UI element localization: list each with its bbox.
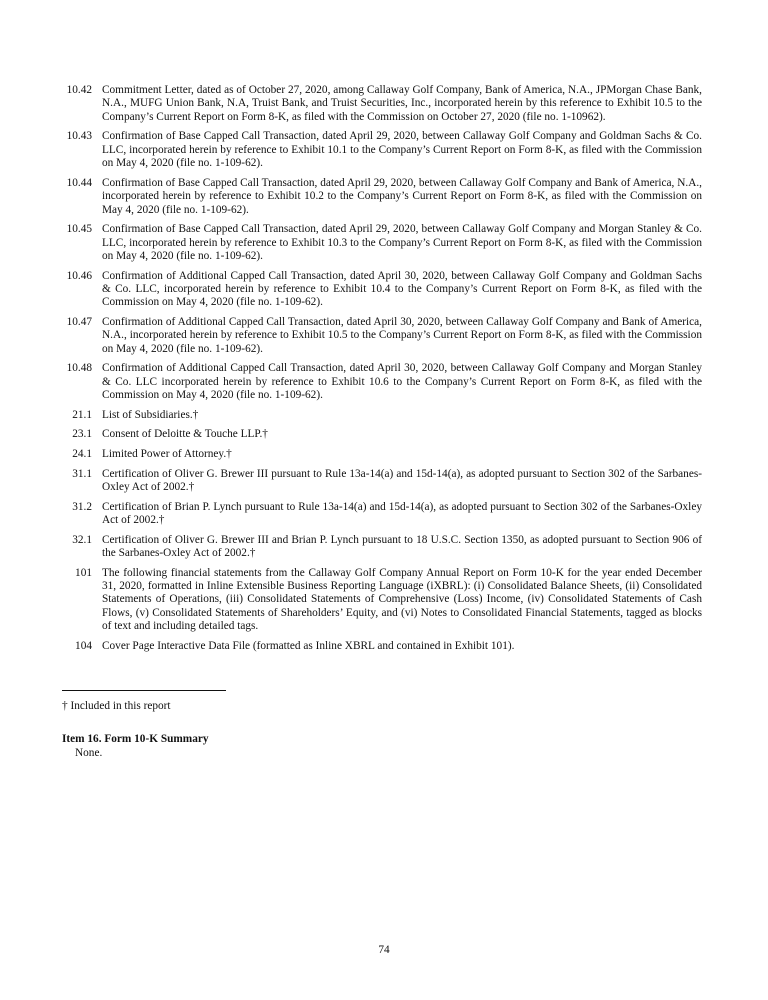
exhibit-description: List of Subsidiaries.† [102, 408, 199, 421]
exhibit-number: 10.48 [66, 362, 92, 375]
exhibit-description: Confirmation of Additional Capped Call Transaction, dated April 30, 2020, between Callaway Golf Company and Goldman Sachs & Co. LLC, incorporated herein by reference to Exhibit 10.4 to the Company’s Current Report on Form 8-K, as filed with the Commission on May 4, 2020 (file no. 1-109-62). [102, 269, 702, 309]
exhibit-description: Commitment Letter, dated as of October 27, 2020, among Callaway Golf Company, Bank of America, N.A., JPMorgan Chase Bank, N.A., MUFG Union Bank, N.A, Truist Bank, and Truist Securities, Inc., incorporated herein by this reference to Exhibit 10.5 to the Company’s Current Report on Form 8-K, as filed with the Commission on October 27, 2020 (file no. 1-10962). [102, 84, 702, 123]
exhibit-number: 31.1 [72, 467, 92, 480]
exhibit-description: Confirmation of Base Capped Call Transaction, dated April 29, 2020, between Callaway Golf Company and Goldman Sachs & Co. LLC, incorporated herein by reference to Exhibit 10.1 to the Company’s Current Report on Form 8-K, as filed with the Commission on May 4, 2020 (file no. 1-109-62). [102, 130, 702, 170]
exhibit-description: Limited Power of Attorney.† [102, 448, 232, 461]
exhibit-description: Confirmation of Additional Capped Call Transaction, dated April 30, 2020, between Callaway Golf Company and Bank of America, N.A., incorporated herein by reference to Exhibit 10.5 to the Company’s Current Report on Form 8-K, as filed with the Commission on May 4, 2020 (file no. 1-109-62). [102, 316, 702, 355]
exhibit-row [62, 177, 702, 217]
page-number: 74 [378, 944, 390, 956]
exhibit-description: Certification of Oliver G. Brewer III pursuant to Rule 13a-14(a) and 15d-14(a), as adopted pursuant to Section 302 of the Sarbanes-Oxley Act of 2002.† [102, 467, 702, 494]
exhibit-row [62, 567, 702, 634]
exhibit-row [62, 468, 702, 495]
exhibit-description: Confirmation of Base Capped Call Transaction, dated April 29, 2020, between Callaway Golf Company and Bank of America, N.A., incorporated herein by reference to Exhibit 10.2 to the Company’s Current Report on Form 8-K, as filed with the Commission on May 4, 2020 (file no. 1-109-62). [102, 176, 702, 216]
exhibit-row [62, 223, 702, 263]
exhibit-number: 10.45 [66, 223, 92, 236]
exhibit-row [62, 448, 702, 461]
exhibit-description: Cover Page Interactive Data File (formatted as Inline XBRL and contained in Exhibit 101). [102, 639, 515, 652]
exhibit-row [62, 130, 702, 170]
section-heading: Item 16. Form 10-K Summary [62, 733, 209, 745]
footnote: † Included in this report [62, 700, 171, 712]
exhibit-number: 10.46 [66, 269, 92, 282]
exhibit-number: 31.2 [72, 500, 92, 513]
exhibit-number: 10.42 [66, 84, 92, 96]
exhibit-number: 21.1 [72, 408, 92, 421]
exhibit-row [62, 640, 702, 653]
exhibit-row [62, 409, 702, 422]
exhibit-number: 24.1 [72, 448, 92, 461]
exhibit-row [62, 362, 702, 402]
exhibit-row [62, 316, 702, 356]
exhibit-number: 10.47 [66, 316, 92, 329]
exhibit-number: 104 [75, 639, 92, 652]
exhibit-number: 23.1 [72, 428, 92, 441]
exhibit-row [62, 534, 702, 561]
exhibit-row [62, 270, 702, 310]
exhibit-row [62, 501, 702, 528]
exhibit-number: 10.44 [66, 176, 92, 189]
exhibit-description: Confirmation of Base Capped Call Transaction, dated April 29, 2020, between Callaway Golf Company and Morgan Stanley & Co. LLC, incorporated herein by reference to Exhibit 10.3 to the Company’s Current Report on Form 8-K, as filed with the Commission on May 4, 2020 (file no. 1-109-62). [102, 223, 702, 263]
exhibit-description: Certification of Brian P. Lynch pursuant to Rule 13a-14(a) and 15d-14(a), as adopted pursuant to Section 302 of the Sarbanes-Oxley Act of 2002.† [102, 500, 702, 527]
section-body: None. [75, 747, 103, 759]
footnote-divider [62, 690, 226, 691]
exhibit-description: Certification of Oliver G. Brewer III and Brian P. Lynch pursuant to 18 U.S.C. Section 1350, as adopted pursuant to Section 906 of the Sarbanes-Oxley Act of 2002.† [102, 533, 702, 560]
exhibit-description: Consent of Deloitte & Touche LLP.† [102, 428, 268, 441]
exhibit-description: Confirmation of Additional Capped Call Transaction, dated April 30, 2020, between Callaway Golf Company and Morgan Stanley & Co. LLC incorporated herein by reference to Exhibit 10.6 to the Company’s Current Report on Form 8-K, as filed with the Commission on May 4, 2020 (file no. 1-109-62). [102, 362, 702, 402]
exhibit-number: 10.43 [66, 130, 92, 143]
exhibit-row [62, 428, 702, 441]
exhibit-number: 101 [75, 566, 92, 579]
exhibit-description: The following financial statements from the Callaway Golf Company Annual Report on Form 10-K for the year ended December 31, 2020, formatted in Inline Extensible Business Reporting Language (iXBRL): (i) Consolidated Balance Sheets, (ii) Consolidated Statements of Operations, (iii) Consolidated Statements of Comprehensive (Loss) Income, (iv) Consolidated Statements of Cash Flows, (v) Consolidated Statements of Shareholders’ Equity, and (vi) Notes to Consolidated Financial Statements, tagged as blocks of text and including detailed tags. [102, 566, 702, 633]
exhibit-row [62, 84, 702, 124]
exhibit-number: 32.1 [72, 533, 92, 546]
exhibit-list [62, 84, 702, 659]
